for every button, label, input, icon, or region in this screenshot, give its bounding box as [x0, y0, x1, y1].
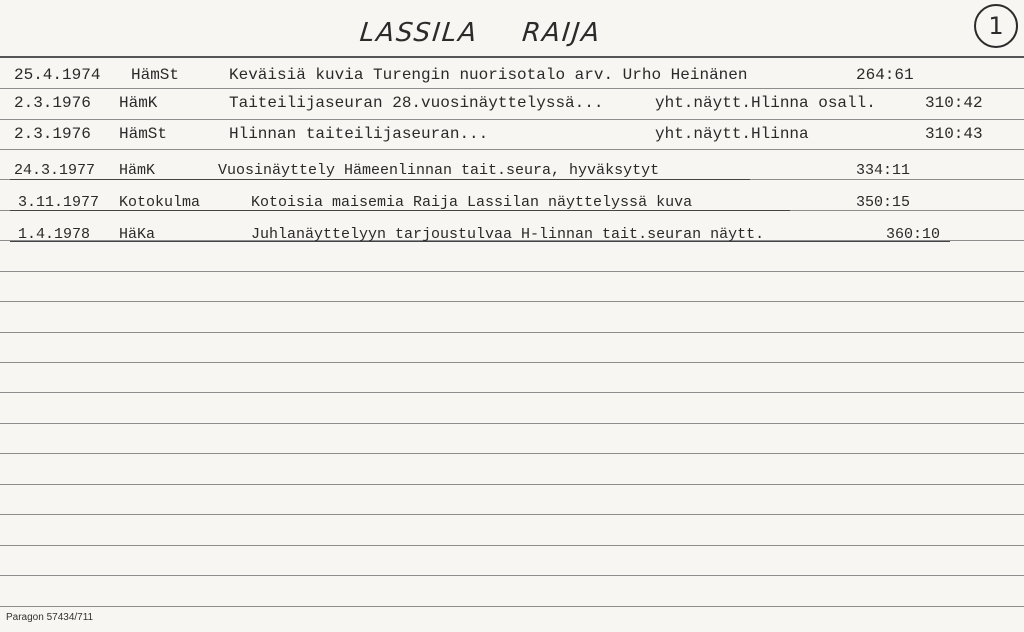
entry-ref: 350:15	[856, 194, 911, 211]
row-rule	[0, 453, 1024, 454]
entry-ref: 334:11	[856, 162, 911, 179]
header-rule	[0, 56, 1024, 58]
strike-line	[10, 241, 950, 242]
strike-line	[10, 210, 790, 211]
entry-date: 3.11.1977	[18, 194, 100, 211]
entry-extra: yht.näytt.Hlinna osall.	[655, 94, 876, 112]
entry-source: HämK	[119, 94, 158, 112]
row-rule	[0, 545, 1024, 546]
entry-date: 25.4.1974	[14, 66, 101, 84]
row-rule	[0, 332, 1024, 333]
entry-title: Taiteilijaseuran 28.vuosinäyttelyssä...	[229, 94, 604, 112]
row-rule	[0, 423, 1024, 424]
entry-source: HämK	[119, 162, 156, 179]
entry-title: Kotoisia maisemia Raija Lassilan näyttelyssä kuva	[251, 194, 693, 211]
row-rule	[0, 88, 1024, 89]
strike-line	[10, 179, 750, 180]
surname: LASSILA	[358, 18, 480, 48]
entry-title: Juhlanäyttelyyn tarjoustulvaa H-linnan tait.seuran näytt.	[251, 226, 765, 243]
row-rule	[0, 301, 1024, 302]
entry-title: Hlinnan taiteilijaseuran...	[229, 125, 489, 143]
print-code: Paragon 57434/711	[6, 612, 94, 623]
row-rule	[0, 514, 1024, 515]
entry-date: 2.3.1976	[14, 94, 91, 112]
entry-source: HämSt	[131, 66, 180, 84]
row-rule	[0, 119, 1024, 120]
entry-date: 2.3.1976	[14, 125, 91, 143]
entry-title: Vuosinäyttely Hämeenlinnan tait.seura, hyväksytyt	[218, 162, 660, 179]
entry-ref: 310:43	[925, 125, 983, 143]
firstname: RAIJA	[520, 18, 603, 48]
entry-source: HäKa	[119, 226, 156, 243]
entry-source: HämSt	[119, 125, 168, 143]
card-number-badge: 1	[974, 4, 1018, 48]
entry-ref: 264:61	[856, 66, 914, 84]
entry-date: 1.4.1978	[18, 226, 91, 243]
row-rule	[0, 149, 1024, 150]
row-rule	[0, 606, 1024, 607]
row-rule	[0, 271, 1024, 272]
entry-ref: 360:10	[886, 226, 941, 243]
entry-extra: yht.näytt.Hlinna	[655, 125, 809, 143]
row-rule	[0, 484, 1024, 485]
entry-title: Keväisiä kuvia Turengin nuorisotalo arv. Urho Heinänen	[229, 66, 748, 84]
row-rule	[0, 392, 1024, 393]
entry-source: Kotokulma	[119, 194, 201, 211]
row-rule	[0, 575, 1024, 576]
entry-ref: 310:42	[925, 94, 983, 112]
entry-date: 24.3.1977	[14, 162, 96, 179]
row-rule	[0, 362, 1024, 363]
card-heading	[358, 18, 602, 48]
